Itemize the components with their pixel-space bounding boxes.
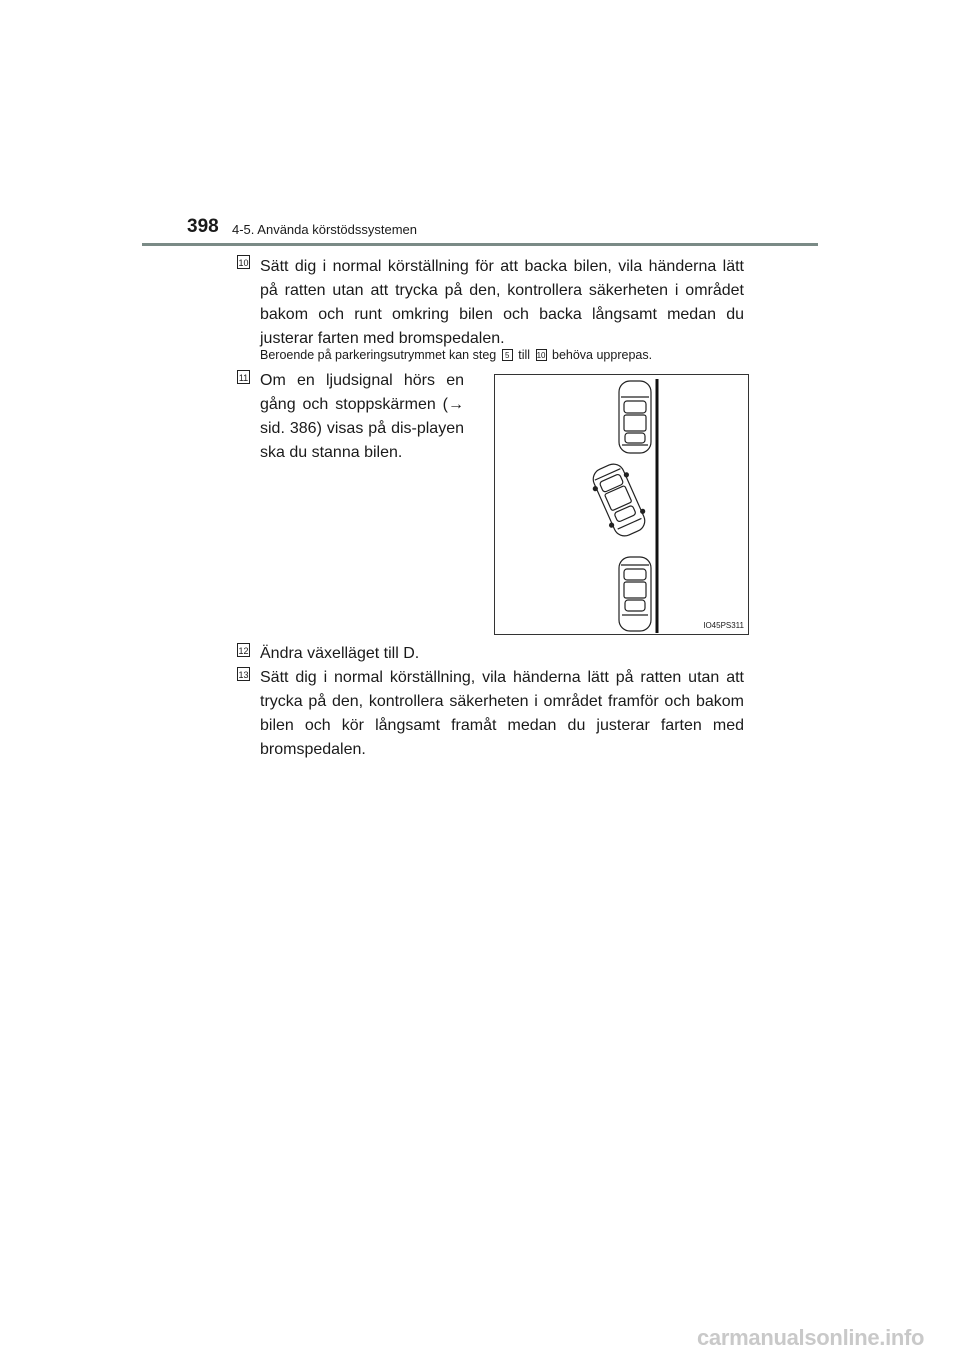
step-text: Sätt dig i normal körställning, vila händerna lätt på ratten utan att trycka på den, kontrollera säkerheten i området framför och bakom bilen och kör långsamt framåt medan du justerar farten med bromspedalen. <box>260 669 744 758</box>
figure-code: IO45PS311 <box>703 621 744 630</box>
maneuvering-car <box>587 459 651 540</box>
parking-illustration <box>495 375 748 634</box>
note-step-box: 5 <box>502 349 513 361</box>
note-text <box>260 347 750 363</box>
step-text: Sätt dig i normal körställning för att backa bilen, vila händerna lätt på ratten utan att trycka på den, kontrollera säkerheten i området bakom och runt omkring bilen och backa långsamt medan du justerar farten med bromspedalen. <box>260 258 744 347</box>
header-rule <box>142 243 818 246</box>
watermark: carmanualsonline.info <box>697 1325 925 1350</box>
step-number-box: 12 <box>237 643 250 657</box>
note-middle: till <box>518 348 531 362</box>
parked-car-front <box>619 381 651 453</box>
step-number-box: 10 <box>237 255 250 269</box>
step-number-box: 11 <box>237 370 250 384</box>
step-text: Om en ljudsignal hörs en gång och stoppskärmen (→ sid. 386) visas på dis-playen ska du stanna bilen. <box>260 372 464 461</box>
page-number: 398 <box>187 216 219 237</box>
parked-car-rear <box>619 557 651 631</box>
note-suffix: behöva upprepas. <box>552 348 653 362</box>
note-step-box: 10 <box>536 351 546 360</box>
note-prefix: Beroende på parkeringsutrymmet kan steg <box>260 348 497 362</box>
step-number-box: 13 <box>237 667 250 681</box>
parking-figure <box>494 374 749 635</box>
step-text: Ändra växelläget till D. <box>260 645 420 662</box>
section-title: 4-5. Använda körstödssystemen <box>232 222 417 237</box>
